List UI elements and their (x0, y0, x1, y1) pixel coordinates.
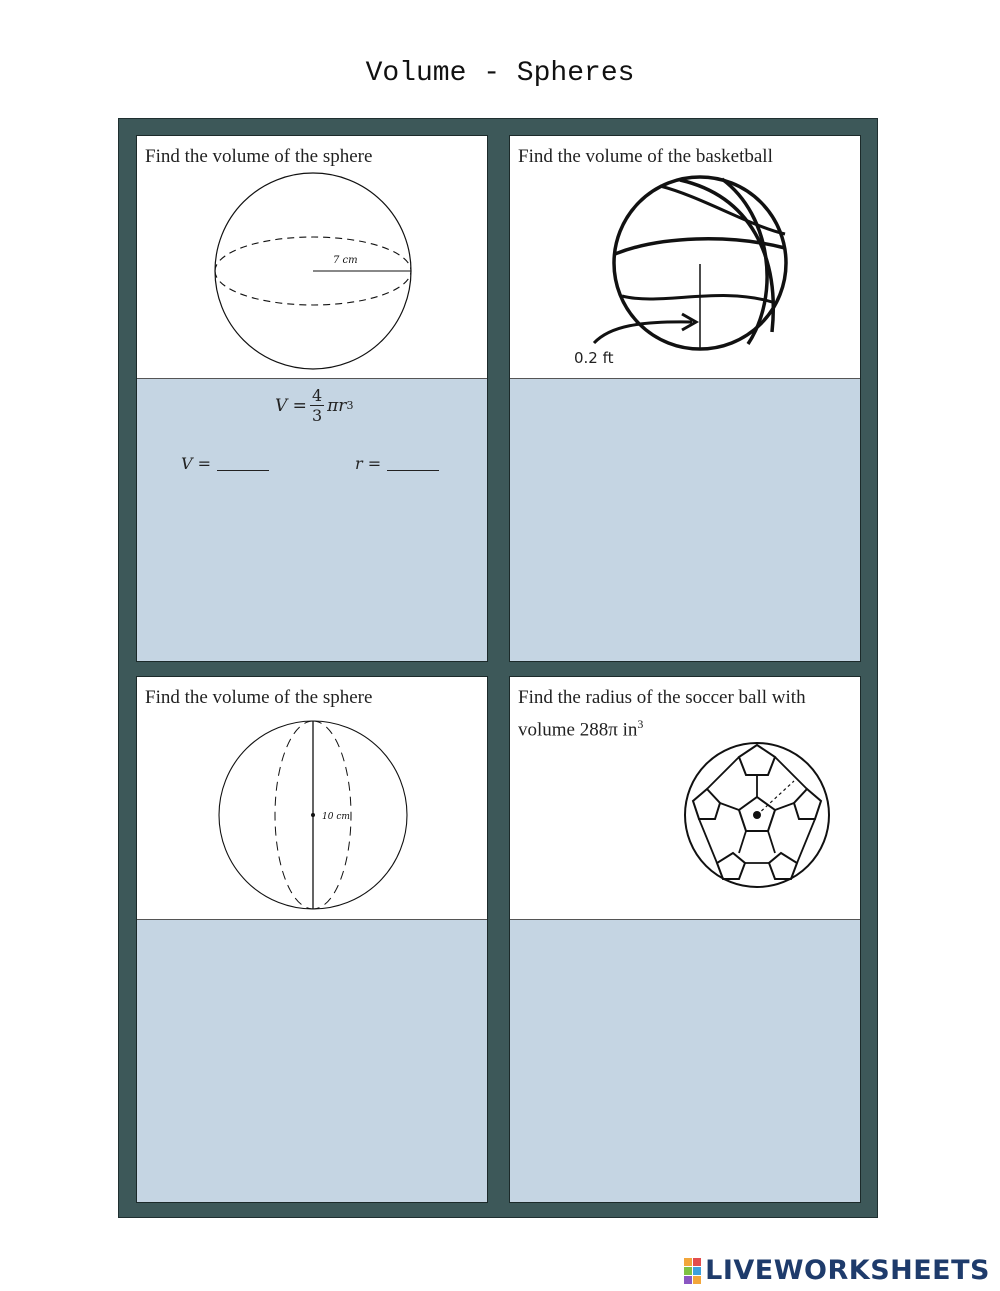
meridian-left-dashed (275, 721, 313, 909)
basketball-radius-label: 0.2 ft (574, 349, 614, 367)
problem-card-4-prompt-area (510, 677, 860, 920)
basketball-seam-lower (622, 296, 772, 302)
page-title: Volume - Spheres (365, 58, 635, 89)
problem-4-exponent: 3 (637, 717, 644, 731)
basketball-pointer-arrow (594, 322, 692, 343)
seam (707, 757, 739, 789)
seam (797, 819, 815, 863)
radius-answer-label: r = (355, 454, 382, 473)
formula-fraction (310, 386, 324, 425)
problem-card-1 (136, 135, 488, 662)
seam (739, 831, 746, 853)
sphere-diagram-2 (137, 677, 488, 919)
top-pentagon (739, 745, 775, 775)
problem-4-volume: volume 288π in (518, 719, 638, 741)
seam (720, 803, 739, 810)
problem-card-3 (136, 676, 488, 1203)
soccer-ball-diagram (510, 677, 861, 919)
seam (699, 819, 717, 863)
problem-2-prompt: Find the volume of the basketball (518, 146, 773, 167)
seam (768, 831, 775, 853)
radius-answer-row (355, 454, 439, 473)
volume-answer-blank[interactable] (217, 470, 269, 471)
sphere-diagram-1 (137, 136, 488, 378)
soccer-center-point (753, 811, 761, 819)
problem-3-prompt: Find the volume of the sphere (145, 687, 373, 708)
problem-1-prompt: Find the volume of the sphere (145, 146, 373, 167)
volume-formula (275, 386, 353, 425)
radius-answer-blank[interactable] (387, 470, 439, 471)
equator-back-dashed (215, 237, 411, 271)
formula-exponent: 3 (346, 399, 354, 412)
bottom-right-pentagon (769, 853, 797, 879)
fraction-denominator: 3 (311, 406, 323, 425)
right-pentagon (794, 789, 821, 819)
seam (775, 757, 807, 789)
diameter-label: 10 cm (322, 812, 350, 822)
worksheet-frame (118, 118, 878, 1218)
logo-blocks-icon (684, 1258, 701, 1284)
center-point (311, 813, 315, 817)
problem-card-1-prompt-area (137, 136, 487, 379)
formula-rhs: πr (327, 395, 347, 416)
problem-card-3-prompt-area (137, 677, 487, 920)
volume-answer-label: V = (181, 454, 212, 473)
bottom-left-pentagon (717, 853, 745, 879)
problem-4-prompt-line-1: Find the radius of the soccer ball with (518, 687, 806, 708)
liveworksheets-logo (684, 1255, 990, 1286)
equator-front-dashed (215, 271, 411, 305)
formula-lhs: V = (275, 395, 307, 416)
logo-text: LIVEWORKSHEETS (705, 1255, 990, 1286)
problem-card-2 (509, 135, 861, 662)
basketball-diagram (510, 136, 861, 378)
problem-card-2-prompt-area (510, 136, 860, 379)
volume-answer-row (181, 454, 269, 473)
problem-card-4 (509, 676, 861, 1203)
fraction-numerator: 4 (311, 386, 323, 405)
seam (775, 803, 794, 810)
left-pentagon (693, 789, 720, 819)
radius-label: 7 cm (333, 255, 358, 266)
